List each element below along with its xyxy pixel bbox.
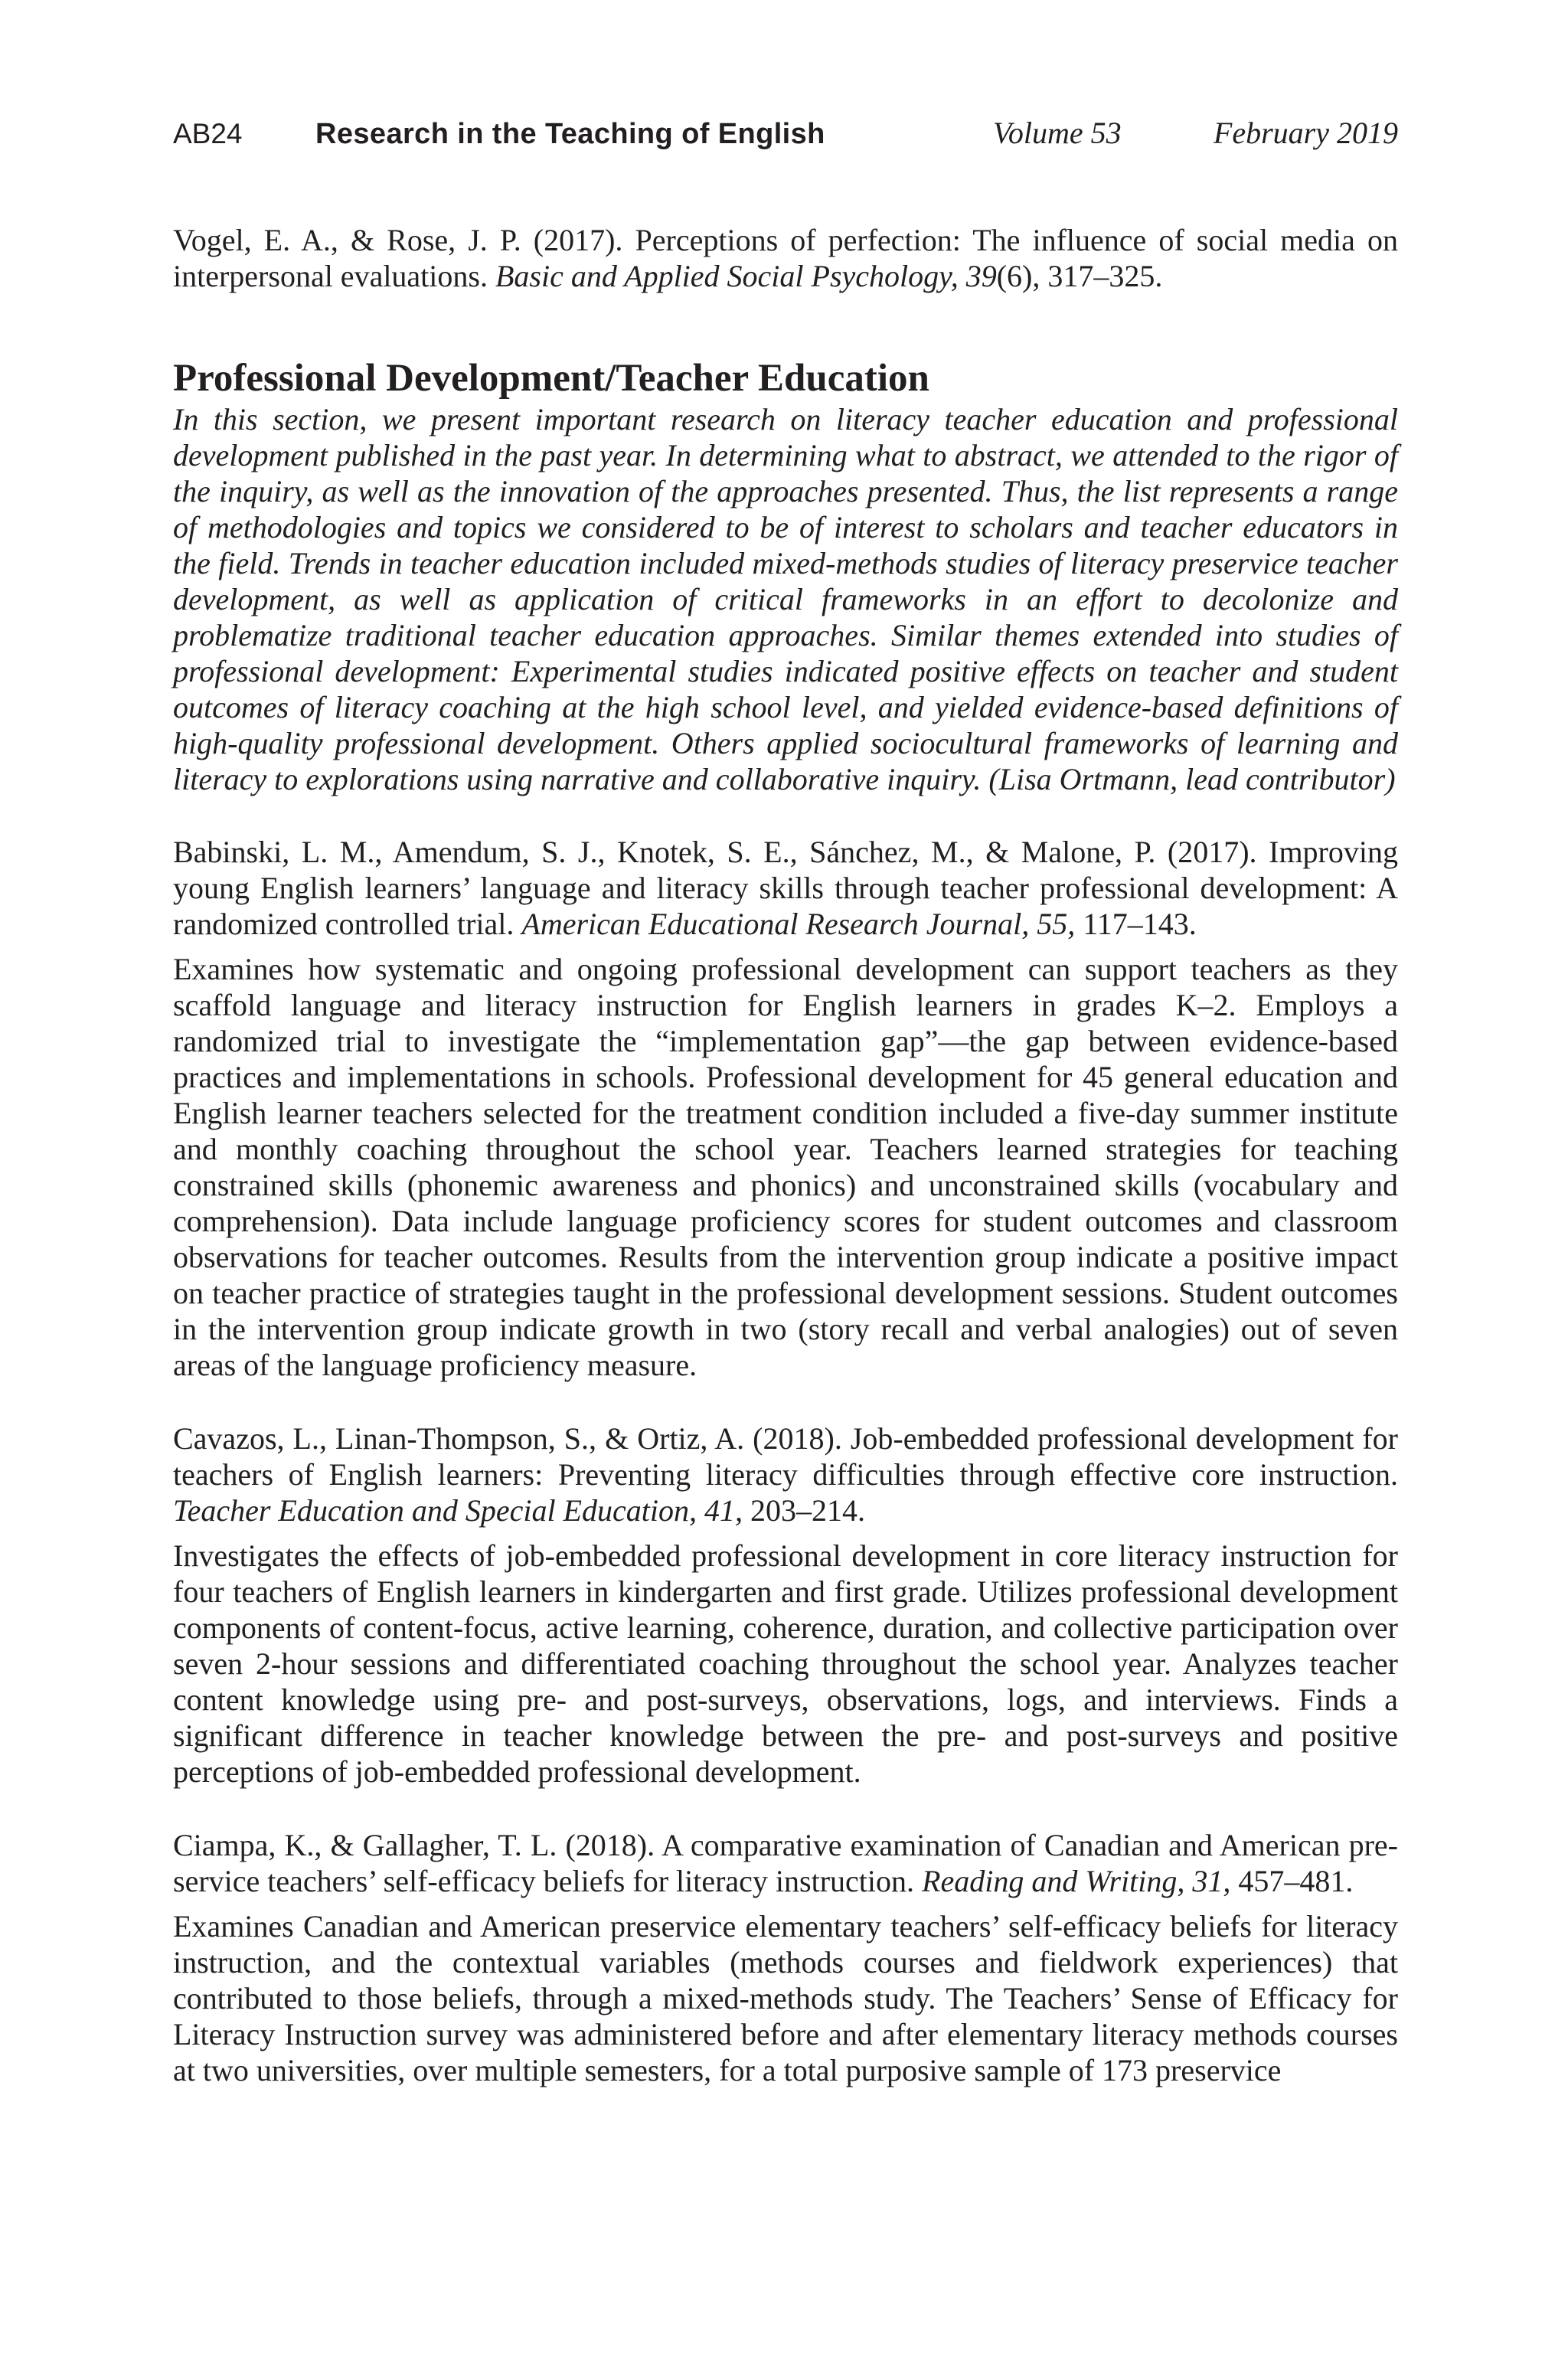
journal-page: [173, 115, 1398, 2088]
section-heading: Professional Development/Teacher Education: [173, 357, 929, 400]
reference-abstract: Investigates the effects of job-embedded professional development in core literacy instruction for four teachers of English learners in kindergarten and first grade. Utilizes professional development components of content-focus, active learning, coherence, duration, and collective participation over seven 2-hour sessions and differentiated coaching throughout the school year. Analyzes teacher content knowledge using pre- and post-surveys, observations, logs, and interviews. Finds a significant difference in teacher knowledge between the pre- and post-surveys and positive perceptions of job-embedded professional development.: [173, 1538, 1398, 1789]
journal-title: Research in the Teaching of English: [315, 118, 825, 150]
journal-volume: Volume 53: [992, 116, 1122, 150]
issue-date: February 2019: [1213, 116, 1398, 150]
previous-reference-citation: Vogel, E. A., & Rose, J. P. (2017). Perceptions of perfection: The influence of social media on interpersonal evaluations.: [173, 223, 1398, 293]
section-intro: In this section, we present important research on literacy teacher education and professional development published in the past year. In determining what to abstract, we attended to the rigor of the inquiry, as well as the innovation of the approaches presented. Thus, the list represents a range of methodologies and topics we considered to be of interest to scholars and teacher educators in the field. Trends in teacher education included mixed-methods studies of literacy preservice teacher development, as well as application of critical frameworks in an effort to decolonize and problematize traditional teacher education approaches. Similar themes extended into studies of professional development: Experimental studies indicated positive effects on teacher and student outcomes of literacy coaching at the high school level, and yielded evidence-based definitions of high-quality professional development. Others applied sociocultural frameworks of learning and literacy to explorations using narrative and collaborative inquiry. (Lisa Ortmann, lead contributor): [173, 402, 1398, 796]
citation-source: Teacher Education and Special Education, 41,: [173, 1493, 743, 1528]
previous-reference: [173, 222, 1398, 294]
running-head: [173, 115, 1398, 168]
citation-text: Babinski, L. M., Amendum, S. J., Knotek, S. E., Sánchez, M., & Malone, P. (2017). Improving young English learners’ language and literacy skills through teacher professional development: A randomized controlled trial.: [173, 835, 1398, 941]
previous-reference-pages: (6), 317–325.: [996, 259, 1163, 293]
citation-text: Ciampa, K., & Gallagher, T. L. (2018). A comparative examination of Canadian and American pre-service teachers’ self-efficacy beliefs for literacy instruction.: [173, 1828, 1398, 1898]
reference-citation: [173, 834, 1398, 942]
previous-reference-source: Basic and Applied Social Psychology, 39: [495, 259, 997, 293]
reference-citation: [173, 1827, 1398, 1899]
reference-abstract: Examines how systematic and ongoing professional development can support teachers as they scaffold language and literacy instruction for English learners in grades K–2. Employs a randomized trial to investigate the “implementation gap”—the gap between evidence-based practices and implementations in schools. Professional development for 45 general education and English learner teachers selected for the treatment condition included a five-day summer institute and monthly coaching throughout the school year. Teachers learned strategies for teaching constrained skills (phonemic awareness and phonics) and unconstrained skills (vocabulary and comprehension). Data include language proficiency scores for student outcomes and classroom observations for teacher outcomes. Results from the intervention group indicate a positive impact on teacher practice of strategies taught in the professional development sessions. Student outcomes in the intervention group indicate growth in two (story recall and verbal analogies) out of seven areas of the language proficiency measure.: [173, 952, 1398, 1382]
citation-source: Reading and Writing, 31,: [922, 1864, 1231, 1898]
citation-text: Cavazos, L., Linan-Thompson, S., & Ortiz, A. (2018). Job-embedded professional development for teachers of English learners: Preventing literacy difficulties through effective core instruction.: [173, 1421, 1398, 1492]
reference-citation: [173, 1420, 1398, 1528]
page-folio: AB24: [173, 118, 243, 149]
citation-pages: 203–214.: [742, 1493, 865, 1528]
citation-pages: 117–143.: [1075, 907, 1197, 941]
reference-abstract: Examines Canadian and American preservice elementary teachers’ self-efficacy beliefs for literacy instruction, and the contextual variables (methods courses and fieldwork experiences) that contributed to those beliefs, through a mixed-methods study. The Teachers’ Sense of Efficacy for Literacy Instruction survey was administered before and after elementary literacy methods courses at two universities, over multiple semesters, for a total purposive sample of 173 preservice: [173, 1909, 1398, 2087]
citation-pages: 457–481.: [1230, 1864, 1354, 1898]
citation-source: American Educational Research Journal, 55,: [521, 907, 1076, 941]
